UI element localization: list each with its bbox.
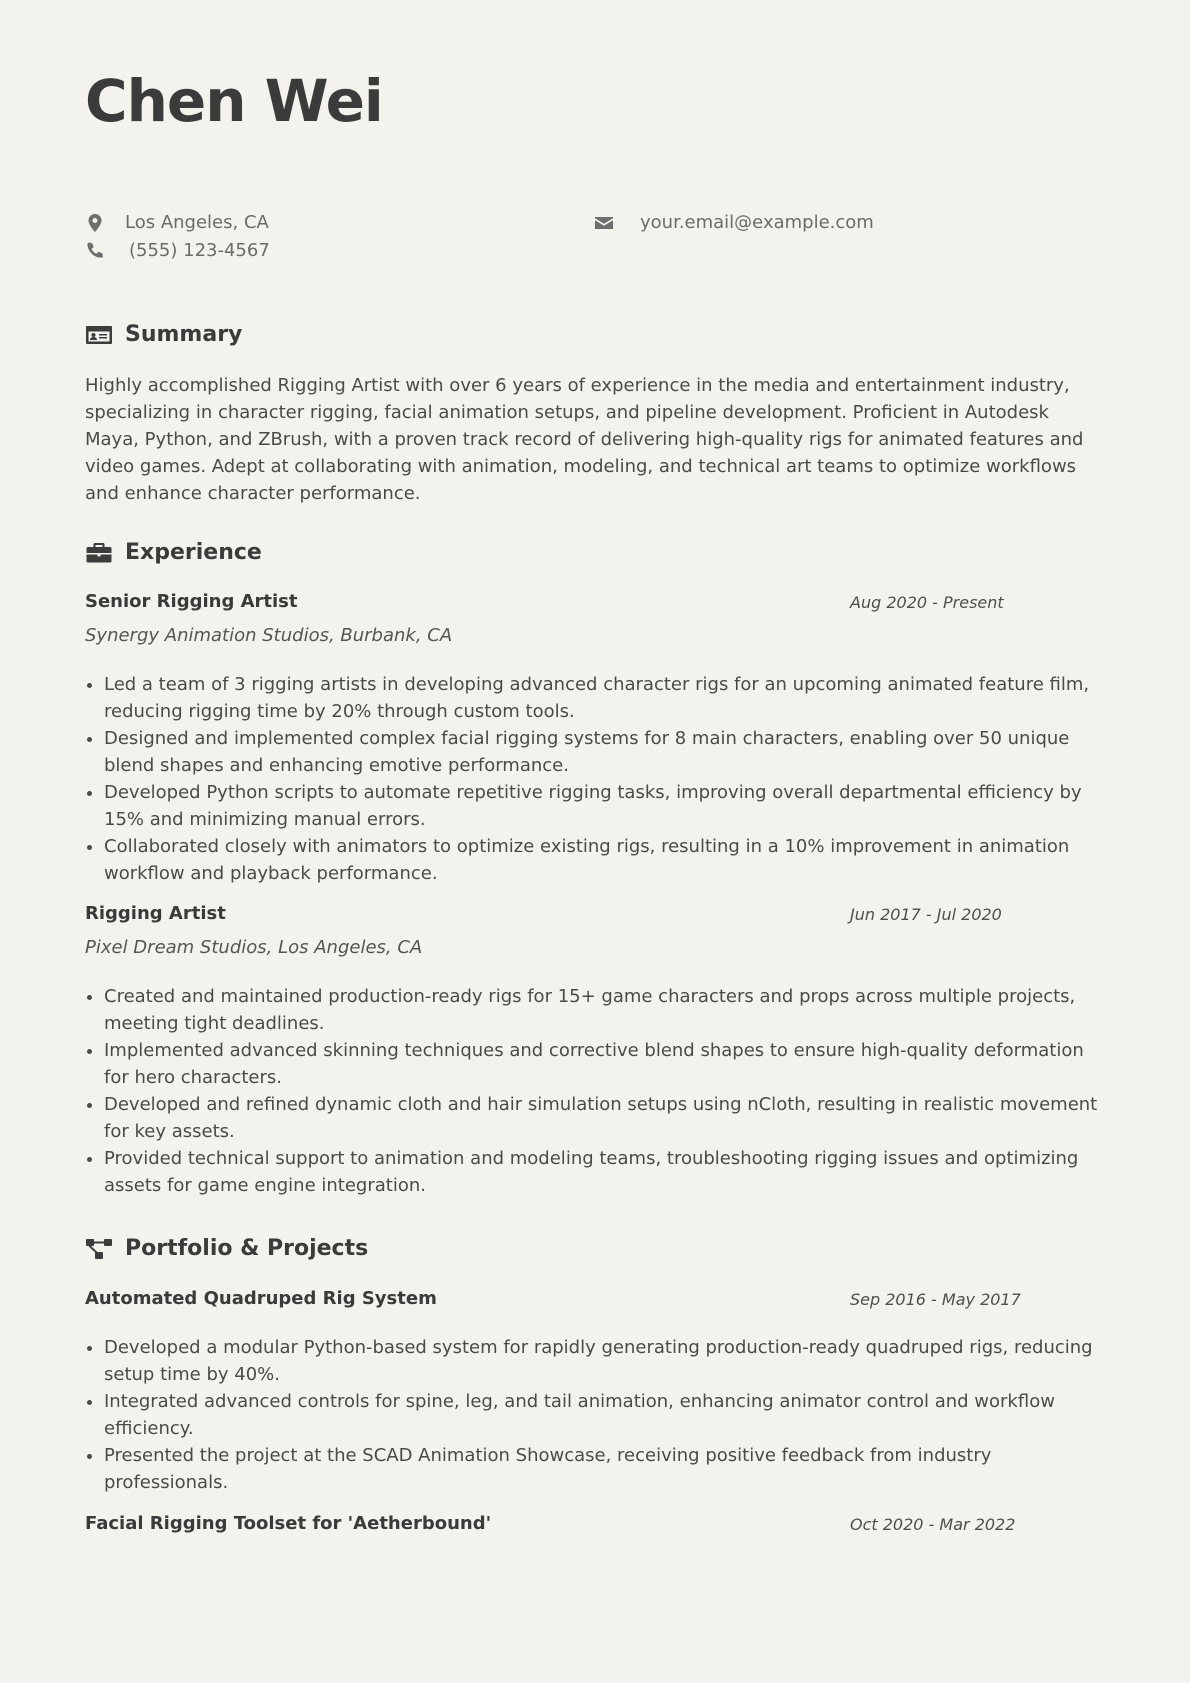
map-pin-icon xyxy=(85,213,105,233)
list-item: Developed Python scripts to automate repetitive rigging tasks, improving overall departmental efficiency by 15% and minimizing manual errors. xyxy=(85,779,1105,833)
list-item: Presented the project at the SCAD Animation Showcase, receiving positive feedback from industry professionals. xyxy=(85,1442,1105,1496)
list-item: Designed and implemented complex facial rigging systems for 8 main characters, enabling over 50 unique blend shapes and enhancing emotive performance. xyxy=(85,725,1105,779)
briefcase-icon xyxy=(85,541,113,565)
contact-location xyxy=(85,212,269,233)
envelope-icon xyxy=(594,213,614,233)
section-title-summary: Summary xyxy=(125,322,243,347)
job-organization: Synergy Animation Studios, Burbank, CA xyxy=(85,625,453,646)
project-dates: Sep 2016 - May 2017 xyxy=(850,1290,1021,1309)
job-bullet-list xyxy=(85,983,1105,1199)
summary-text: Highly accomplished Rigging Artist with over 6 years of experience in the media and entertainment industry, specializing in character rigging, facial animation setups, and pipeline development. Proficient in Autodesk Maya, Python, and ZBrush, with a proven track record of delivering high-quality rigs for animated features and video games. Adept at collaborating with animation, modeling, and technical art teams to optimize workflows and enhance character performance. xyxy=(85,375,1084,504)
job-title: Rigging Artist xyxy=(85,903,226,924)
project-bullet-list xyxy=(85,1334,1105,1496)
job-bullet-list xyxy=(85,671,1105,887)
project-dates: Oct 2020 - Mar 2022 xyxy=(850,1515,1016,1534)
candidate-name: Chen Wei xyxy=(85,67,383,135)
list-item: Developed and refined dynamic cloth and hair simulation setups using nCloth, resulting in realistic movement for key assets. xyxy=(85,1091,1105,1145)
contact-phone xyxy=(85,240,270,261)
job-organization: Pixel Dream Studios, Los Angeles, CA xyxy=(85,937,423,958)
email-link[interactable]: your.email@example.com xyxy=(640,212,874,233)
diagram-icon xyxy=(85,1237,113,1261)
job-dates: Jun 2017 - Jul 2020 xyxy=(850,905,1002,924)
summary-heading xyxy=(85,322,242,347)
section-title-projects: Portfolio & Projects xyxy=(125,1236,369,1261)
contact-email xyxy=(594,212,874,233)
list-item: Developed a modular Python-based system for rapidly generating production-ready quadruped rigs, reducing setup time by 40%. xyxy=(85,1334,1105,1388)
section-title-experience: Experience xyxy=(125,540,262,565)
project-title: Facial Rigging Toolset for 'Aetherbound' xyxy=(85,1513,492,1534)
list-item: Implemented advanced skinning techniques and corrective blend shapes to ensure high-quality deformation for hero characters. xyxy=(85,1037,1105,1091)
projects-heading xyxy=(85,1236,368,1261)
id-card-icon xyxy=(85,323,113,347)
list-item: Provided technical support to animation and modeling teams, troubleshooting rigging issues and optimizing assets for game engine integration. xyxy=(85,1145,1105,1199)
list-item: Collaborated closely with animators to optimize existing rigs, resulting in a 10% improvement in animation workflow and playback performance. xyxy=(85,833,1105,887)
project-title: Automated Quadruped Rig System xyxy=(85,1288,437,1309)
job-dates: Aug 2020 - Present xyxy=(850,593,1004,612)
list-item: Integrated advanced controls for spine, leg, and tail animation, enhancing animator control and workflow efficiency. xyxy=(85,1388,1105,1442)
location-text: Los Angeles, CA xyxy=(125,212,269,233)
phone-icon xyxy=(85,241,105,261)
list-item: Created and maintained production-ready rigs for 15+ game characters and props across multiple projects, meeting tight deadlines. xyxy=(85,983,1105,1037)
list-item: Led a team of 3 rigging artists in developing advanced character rigs for an upcoming animated feature film, reducing rigging time by 20% through custom tools. xyxy=(85,671,1105,725)
job-title: Senior Rigging Artist xyxy=(85,591,298,612)
experience-heading xyxy=(85,540,262,565)
phone-text: (555) 123-4567 xyxy=(129,240,270,261)
